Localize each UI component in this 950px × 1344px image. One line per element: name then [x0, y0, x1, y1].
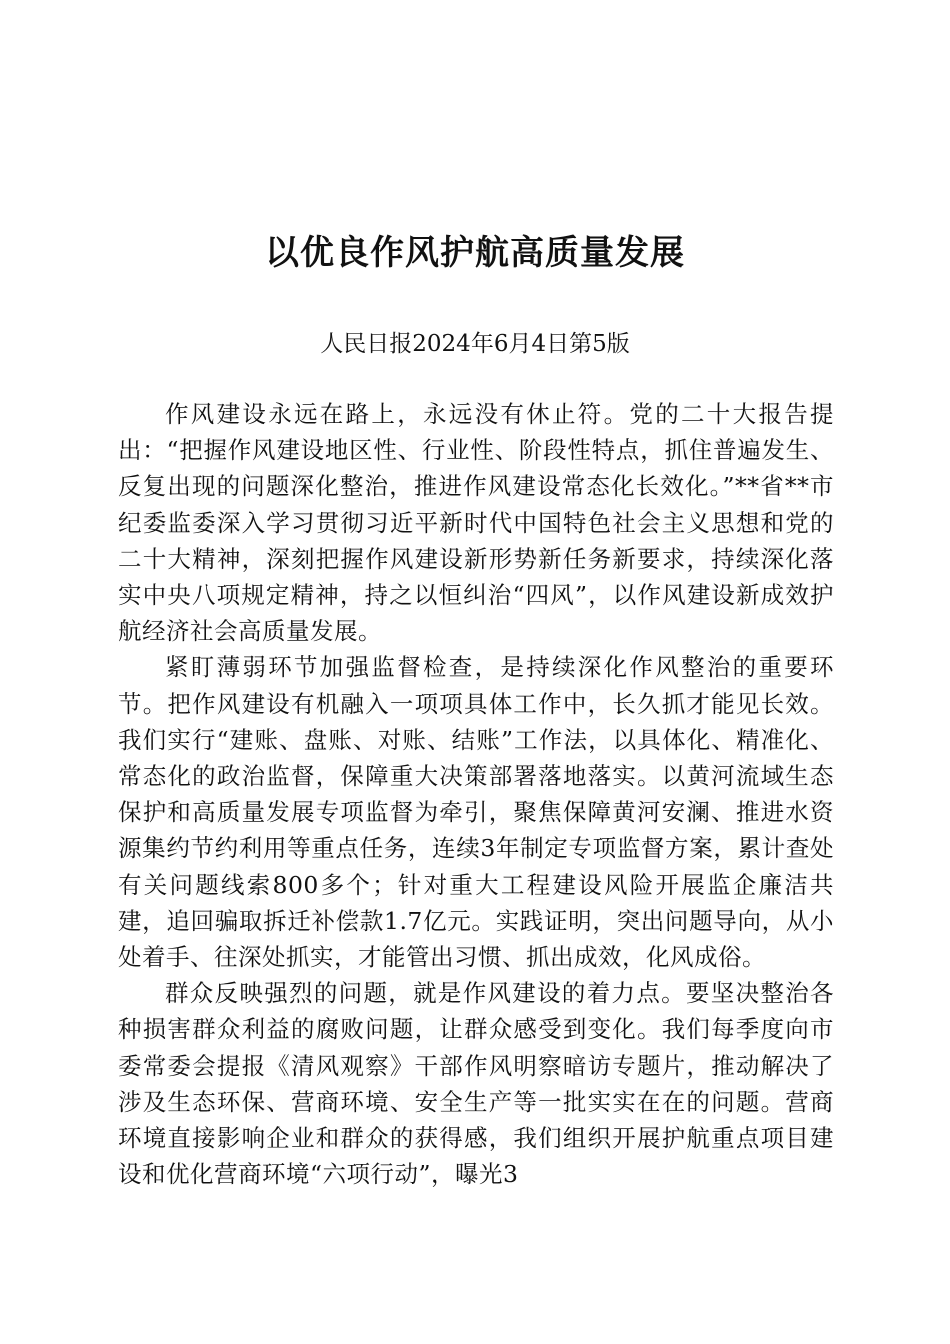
article-body — [118, 396, 834, 1192]
paragraph-1: 作风建设永远在路上，永远没有休止符。党的二十大报告提出：“把握作风建设地区性、行业性、阶段性特点，抓住普遍发生、反复出现的问题深化整治，推进作风建设常态化长效化。”**省**市纪委监委深入学习贯彻习近平新时代中国特色社会主义思想和党的二十大精神，深刻把握作风建设新形势新任务新要求，持续深化落实中央八项规定精神，持之以恒纠治“四风”，以作风建设新成效护航经济社会高质量发展。 — [118, 400, 834, 646]
paragraph-3: 群众反映强烈的问题，就是作风建设的着力点。要坚决整治各种损害群众利益的腐败问题，让群众感受到变化。我们每季度向市委常委会提报《清风观察》干部作风明察暗访专题片，推动解决了涉及生态环保、营商环境、安全生产等一批实实在在的问题。营商环境直接影响企业和群众的获得感，我们组织开展护航重点项目建设和优化营商环境“六项行动”，曝光3 — [118, 979, 834, 1189]
paragraph-2: 紧盯薄弱环节加强监督检查，是持续深化作风整治的重要环节。把作风建设有机融入一项项具体工作中，长久抓才能见长效。我们实行“建账、盘账、对账、结账”工作法，以具体化、精准化、常态化的政治监督，保障重大决策部署落地落实。以黄河流域生态保护和高质量发展专项监督为牵引，聚焦保障黄河安澜、推进水资源集约节约利用等重点任务，连续3年制定专项监督方案，累计查处有关问题线索800多个；针对重大工程建设风险开展监企廉洁共建，追回骗取拆迁补偿款1.7亿元。实践证明，突出问题导向，从小处着手、往深处抓实，才能管出习惯、抓出成效，化风成俗。 — [118, 653, 834, 972]
article-source: 人民日报2024年6月4日第5版 — [320, 331, 630, 357]
article-title: 以优良作风护航高质量发展 — [265, 233, 685, 273]
